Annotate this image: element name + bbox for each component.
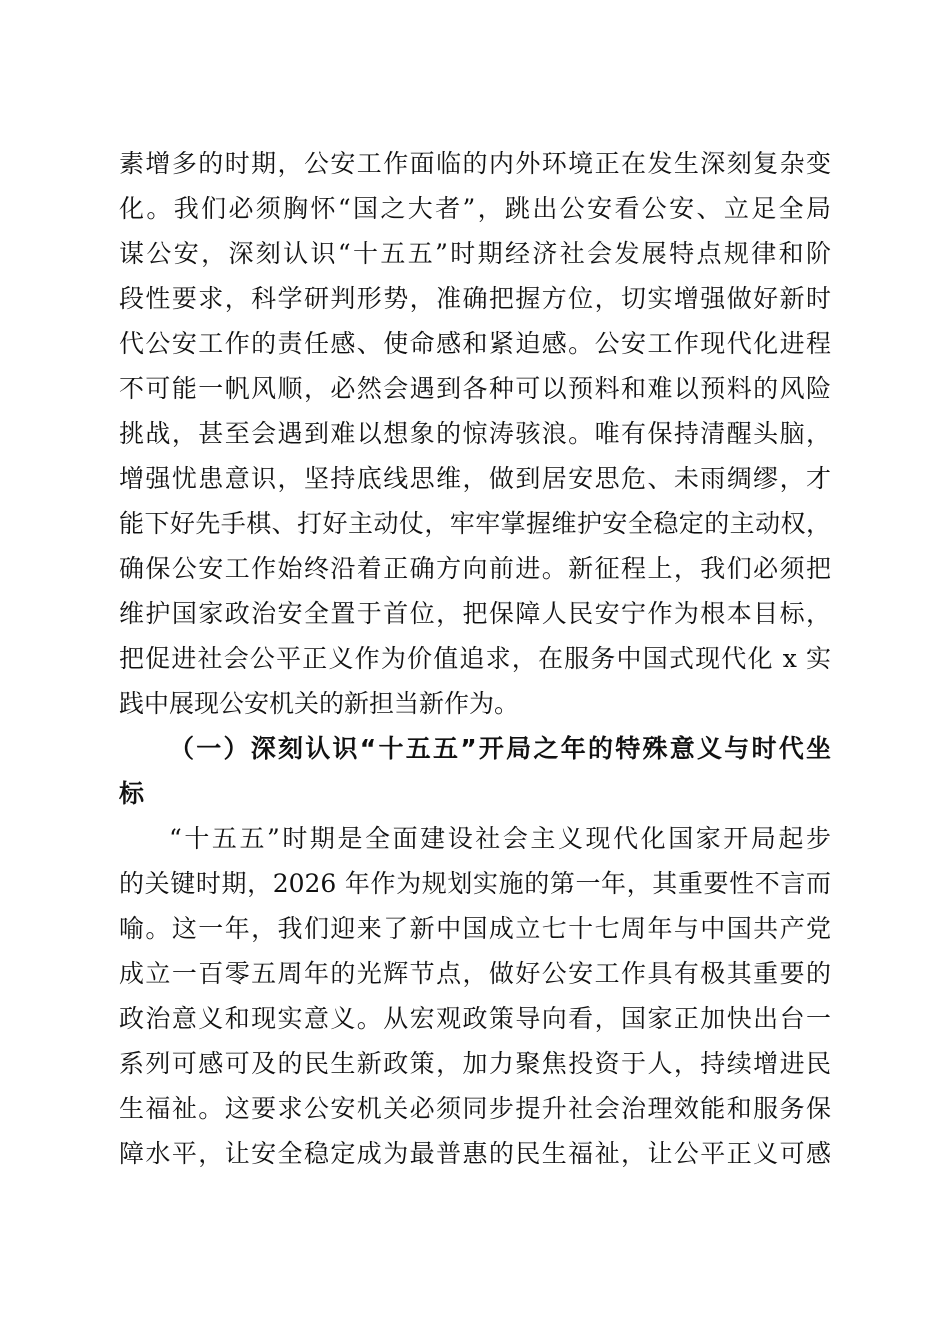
paragraph-line: 增强忧患意识，坚持底线思维，做到居安思危、未雨绸缪，才	[119, 464, 831, 493]
paragraph-line: 代公安工作的责任感、使命感和紧迫感。公安工作现代化进程	[119, 329, 831, 358]
paragraph-line: 段性要求，科学研判形势，准确把握方位，切实增强做好新时	[119, 284, 831, 313]
paragraph-line: 障水平，让安全稳定成为最普惠的民生福祉，让公平正义可感	[119, 1139, 831, 1168]
paragraph-line: 政治意义和现实意义。从宏观政策导向看，国家正加快出台一	[119, 1004, 831, 1033]
paragraph-line: 系列可感可及的民生新政策，加力聚焦投资于人，持续增进民	[119, 1049, 831, 1078]
paragraph-line: 维护国家政治安全置于首位，把保障人民安宁作为根本目标，	[119, 599, 831, 628]
section-heading	[119, 726, 831, 816]
paragraph-line: 践中展现公安机关的新担当新作为。	[119, 689, 520, 718]
paragraph-line: 的关键时期，2026 年作为规划实施的第一年，其重要性不言而	[119, 869, 831, 898]
paragraph-line: 生福祉。这要求公安机关必须同步提升社会治理效能和服务保	[119, 1094, 831, 1123]
paragraph-line: 喻。这一年，我们迎来了新中国成立七十七周年与中国共产党	[119, 914, 831, 943]
heading-line: （一）深刻认识“十五五”开局之年的特殊意义与时代坐	[169, 734, 831, 763]
paragraph-line: 谋公安，深刻认识“十五五”时期经济社会发展特点规律和阶	[119, 239, 831, 268]
paragraph-line: 不可能一帆风顺，必然会遇到各种可以预料和难以预料的风险	[119, 374, 831, 403]
body-paragraph-1	[119, 141, 831, 726]
paragraph-line: 化。我们必须胸怀“国之大者”，跳出公安看公安、立足全局	[119, 194, 831, 223]
paragraph-line: “十五五”时期是全面建设社会主义现代化国家开局起步	[169, 824, 831, 853]
paragraph-line: 能下好先手棋、打好主动仗，牢牢掌握维护安全稳定的主动权，	[119, 509, 831, 538]
paragraph-line: 确保公安工作始终沿着正确方向前进。新征程上，我们必须把	[119, 554, 831, 583]
paragraph-line: 素增多的时期，公安工作面临的内外环境正在发生深刻复杂变	[119, 149, 831, 178]
paragraph-line: 挑战，甚至会遇到难以想象的惊涛骇浪。唯有保持清醒头脑，	[119, 419, 831, 448]
body-paragraph-2	[119, 816, 831, 1176]
paragraph-line: 把促进社会公平正义作为价值追求，在服务中国式现代化 x 实	[119, 644, 831, 673]
heading-line: 标	[119, 779, 145, 808]
paragraph-line: 成立一百零五周年的光辉节点，做好公安工作具有极其重要的	[119, 959, 831, 988]
